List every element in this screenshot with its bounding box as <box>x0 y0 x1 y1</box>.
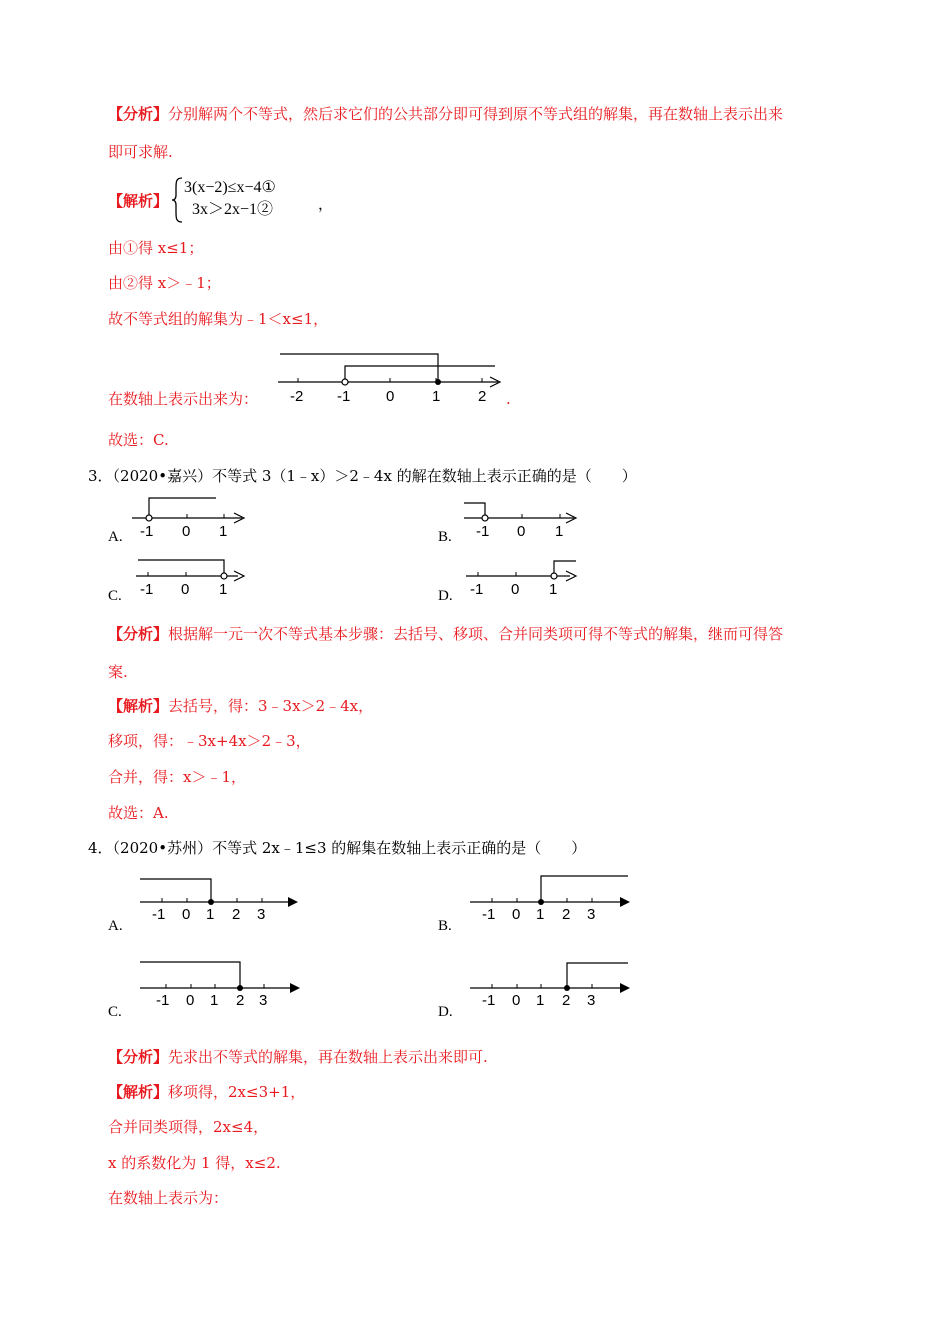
tick-label: 3 <box>259 992 268 1009</box>
tick-label: 1 <box>206 906 215 923</box>
tick-label: -1 <box>470 581 484 598</box>
tick-label: 0 <box>512 906 521 923</box>
tick-label: 2 <box>562 992 571 1009</box>
q3-step2: 移项，得：﹣3x+4x＞2﹣3， <box>108 732 311 750</box>
analysis-text: 根据解一元一次不等式基本步骤：去括号、移项、合并同类项可得不等式的解集，继而可得答 <box>168 625 784 643</box>
solution-text: 去括号，得：3﹣3x＞2﹣4x， <box>168 697 374 715</box>
q2-step1: 由①得 x≤1； <box>108 239 204 257</box>
q4-option-d-numline[interactable] <box>466 956 636 1012</box>
tick-label: 2 <box>562 906 571 923</box>
tick-label: 1 <box>536 992 545 1009</box>
tick-label: 0 <box>512 992 521 1009</box>
q2-step4: 在数轴上表示出来为： <box>108 390 259 408</box>
system-brace <box>170 176 184 224</box>
q2-step2: 由②得 x＞﹣1； <box>108 274 221 292</box>
q3-answer: 故选：A. <box>108 804 169 822</box>
q4-option-b-numline[interactable] <box>466 870 636 926</box>
q4-option-a-label[interactable]: A. <box>108 918 123 934</box>
tick-label: 0 <box>511 581 520 598</box>
q2-analysis-line2: 即可求解. <box>108 143 173 161</box>
q2-answer: 故选：C. <box>108 431 169 449</box>
q4-option-b-label[interactable]: B. <box>438 918 452 934</box>
tick-label: 1 <box>549 581 558 598</box>
q2-number-line <box>270 348 510 408</box>
q4-option-c-numline[interactable] <box>136 956 306 1012</box>
q3-option-d-numline[interactable] <box>462 552 592 602</box>
solution-tag: 【解析】 <box>108 1083 169 1101</box>
solution-tag: 【解析】 <box>108 697 169 715</box>
tick-label: 1 <box>219 523 228 540</box>
q2-analysis-line1 <box>108 104 783 124</box>
q4-step4: 在数轴上表示为： <box>108 1189 229 1207</box>
q2-solution-tag <box>108 191 168 211</box>
tick-label: -1 <box>156 992 170 1009</box>
q3-option-d-label[interactable]: D. <box>438 588 453 604</box>
q4-analysis-line1 <box>108 1047 488 1067</box>
q3-solution-line1 <box>108 696 373 716</box>
tick-label: -1 <box>476 523 490 540</box>
tick-label: 1 <box>210 992 219 1009</box>
q4-step3: x 的系数化为 1 得，x≤2. <box>108 1154 281 1172</box>
q4-solution-line1 <box>108 1082 305 1102</box>
tick-label: 2 <box>478 388 487 405</box>
tick-label: 3 <box>257 906 266 923</box>
tick-label: -1 <box>140 523 154 540</box>
q4-option-d-label[interactable]: D. <box>438 1004 453 1020</box>
q3-option-a-numline[interactable] <box>128 494 258 544</box>
q2-step3: 故不等式组的解集为﹣1＜x≤1， <box>108 310 329 328</box>
tick-label: 1 <box>219 581 228 598</box>
tick-label: -1 <box>482 992 496 1009</box>
tick-label: -1 <box>140 581 154 598</box>
q3-analysis-line2: 案. <box>108 663 128 681</box>
tick-label: 1 <box>555 523 564 540</box>
q3-option-c-label[interactable]: C. <box>108 588 122 604</box>
q4-option-c-label[interactable]: C. <box>108 1004 122 1020</box>
tick-label: 1 <box>536 906 545 923</box>
solution-text: 移项得，2x≤3+1， <box>168 1083 306 1101</box>
q3-step3: 合并，得：x＞﹣1， <box>108 768 247 786</box>
tick-label: -1 <box>337 388 351 405</box>
q3-option-b-label[interactable]: B. <box>438 529 452 545</box>
tick-label: 0 <box>386 388 395 405</box>
tick-label: 0 <box>182 523 191 540</box>
analysis-text: 分别解两个不等式，然后求它们的公共部分即可得到原不等式组的解集，再在数轴上表示出来 <box>168 105 784 123</box>
q3-option-c-numline[interactable] <box>132 552 262 602</box>
analysis-text: 先求出不等式的解集，再在数轴上表示出来即可. <box>168 1048 488 1066</box>
tick-label: 0 <box>186 992 195 1009</box>
tick-label: 0 <box>517 523 526 540</box>
q4-option-a-numline[interactable] <box>136 870 306 926</box>
tick-label: 2 <box>232 906 241 923</box>
analysis-tag: 【分析】 <box>108 105 169 123</box>
tick-label: 2 <box>236 992 245 1009</box>
q3-option-a-label[interactable]: A. <box>108 529 123 545</box>
q4-step2: 合并同类项得，2x≤4， <box>108 1118 269 1136</box>
analysis-tag: 【分析】 <box>108 1048 169 1066</box>
analysis-tag: 【分析】 <box>108 625 169 643</box>
system-eq1: 3(x−2)≤x−4① <box>184 179 276 196</box>
q3-stem: 3．（2020•嘉兴）不等式 3（1﹣x）＞2﹣4x 的解在数轴上表示正确的是（ ） <box>88 467 637 485</box>
q4-stem: 4．（2020•苏州）不等式 2x﹣1≤3 的解集在数轴上表示正确的是（ ） <box>88 839 587 857</box>
tick-label: -1 <box>152 906 166 923</box>
tick-label: 3 <box>587 906 596 923</box>
tick-label: 0 <box>182 906 191 923</box>
system-eq2: 3x＞2x−1② <box>192 201 274 218</box>
solution-tag: 【解析】 <box>108 192 169 210</box>
q3-analysis-line1 <box>108 624 783 644</box>
system-comma: ， <box>318 195 334 213</box>
tick-label: -1 <box>482 906 496 923</box>
tick-label: -2 <box>290 388 304 405</box>
q2-step4-end: . <box>506 390 511 408</box>
q3-option-b-numline[interactable] <box>460 494 590 544</box>
tick-label: 3 <box>587 992 596 1009</box>
tick-label: 1 <box>432 388 441 405</box>
tick-label: 0 <box>181 581 190 598</box>
